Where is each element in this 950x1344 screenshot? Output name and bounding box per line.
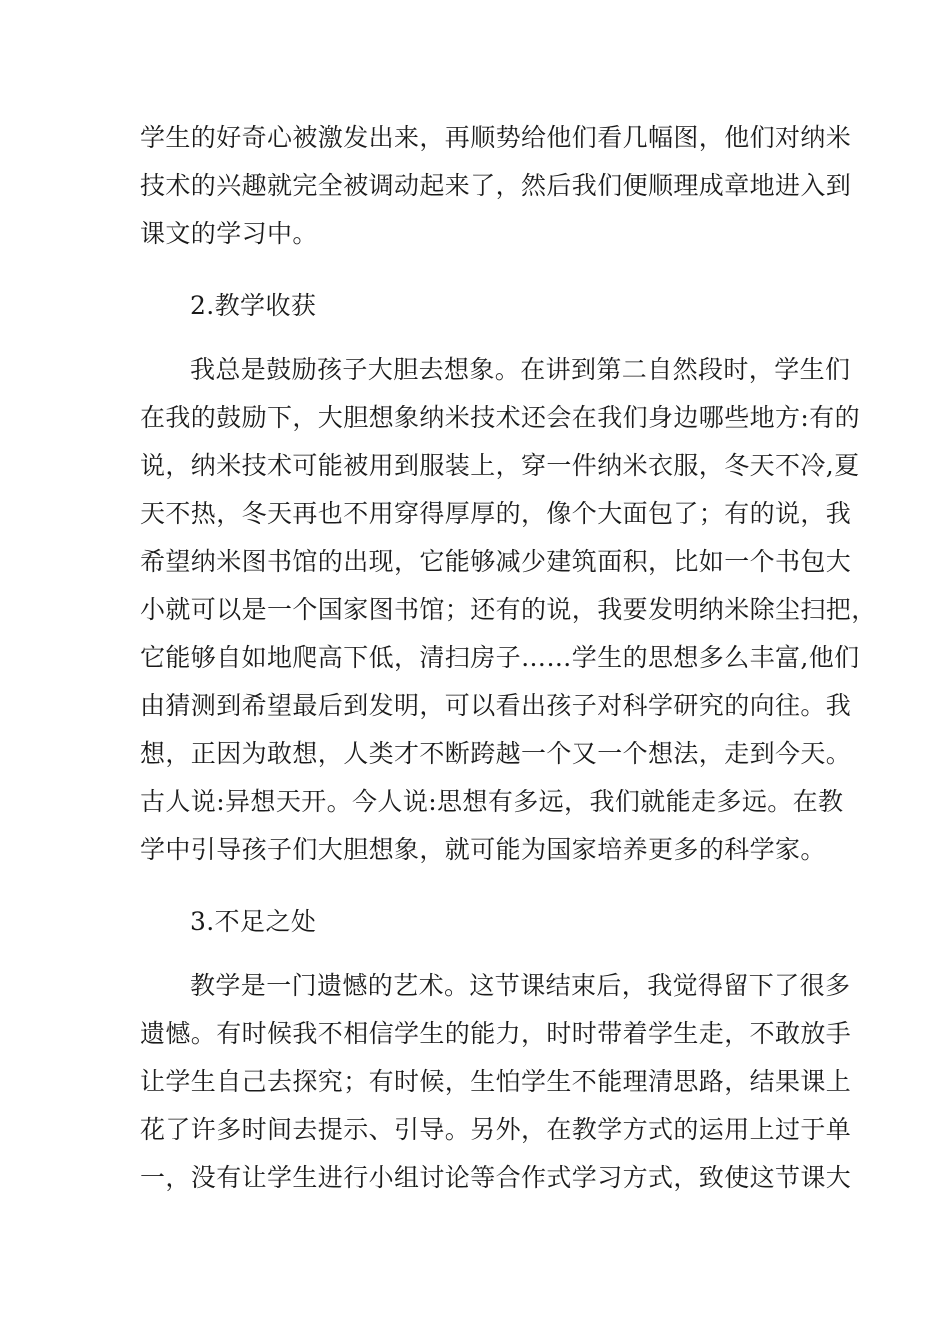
paragraph-3-line-2: 遗憾。有时候我不相信学生的能力，时时带着学生走，不敢放手 (140, 1019, 852, 1048)
paragraph-2-line-3: 说，纳米技术可能被用到服装上，穿一件纳米衣服，冬天不冷,夏 (140, 451, 860, 480)
paragraph-1-line-3: 课文的学习中。 (140, 219, 318, 248)
paragraph-3-line-4: 花了许多时间去提示、引导。另外，在教学方式的运用上过于单 (140, 1115, 852, 1144)
paragraph-3-line-5: 一，没有让学生进行小组讨论等合作式学习方式，致使这节课大 (140, 1163, 852, 1192)
paragraph-2-line-1: 我总是鼓励孩子大胆去想象。在讲到第二自然段时，学生们 (190, 355, 851, 384)
section-heading-2: 2.教学收获 (190, 291, 317, 320)
paragraph-2-line-2: 在我的鼓励下，大胆想象纳米技术还会在我们身边哪些地方:有的 (140, 403, 861, 432)
paragraph-2-line-9: 想，正因为敢想，人类才不断跨越一个又一个想法，走到今天。 (140, 739, 852, 768)
paragraph-2-line-7: 它能够自如地爬高下低，清扫房子……学生的思想多么丰富,他们 (140, 643, 860, 672)
paragraph-1-line-1: 学生的好奇心被激发出来，再顺势给他们看几幅图，他们对纳米 (140, 123, 852, 152)
paragraph-3-line-1: 教学是一门遗憾的艺术。这节课结束后，我觉得留下了很多 (190, 971, 851, 1000)
paragraph-1-line-2: 技术的兴趣就完全被调动起来了，然后我们便顺理成章地进入到 (140, 171, 852, 200)
paragraph-2-line-10: 古人说:异想天开。今人说:思想有多远，我们就能走多远。在教 (140, 787, 844, 816)
section-heading-3: 3.不足之处 (190, 907, 317, 936)
paragraph-3-line-3: 让学生自己去探究；有时候，生怕学生不能理清思路，结果课上 (140, 1067, 852, 1096)
paragraph-2-line-11: 学中引导孩子们大胆想象，就可能为国家培养更多的科学家。 (140, 835, 826, 864)
paragraph-2-line-6: 小就可以是一个国家图书馆；还有的说，我要发明纳米除尘扫把， (140, 595, 877, 624)
paragraph-2-line-4: 天不热，冬天再也不用穿得厚厚的，像个大面包了；有的说，我 (140, 499, 852, 528)
paragraph-2-line-8: 由猜测到希望最后到发明，可以看出孩子对科学研究的向往。我 (140, 691, 852, 720)
paragraph-2-line-5: 希望纳米图书馆的出现，它能够减少建筑面积，比如一个书包大 (140, 547, 852, 576)
